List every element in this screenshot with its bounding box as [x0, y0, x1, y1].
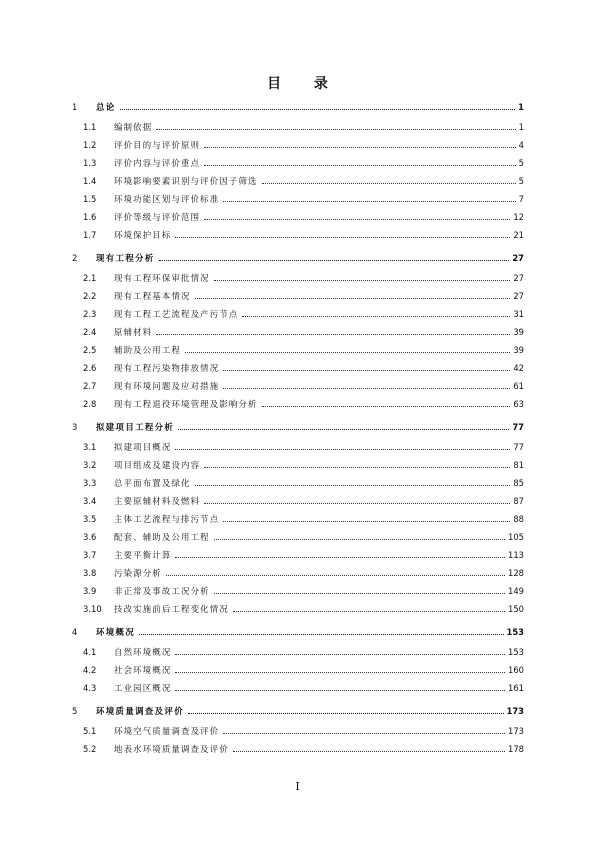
toc-entry-title: 环境功能区划与评价标准: [114, 194, 220, 204]
toc-section-entry[interactable]: [72, 326, 524, 338]
toc-dot-leader: [214, 592, 505, 594]
toc-entry-title: 主体工艺流程与排污节点: [114, 514, 220, 524]
toc-section-entry[interactable]: [72, 229, 524, 241]
toc-entry-number: 3.5: [83, 514, 97, 524]
toc-dot-leader: [214, 538, 505, 540]
toc-entry-title: 现有工程分析: [96, 253, 155, 263]
toc-entry-page: 1: [518, 102, 524, 112]
toc-entry-title: 现有工程基本情况: [114, 291, 191, 301]
toc-dot-leader: [223, 387, 510, 389]
toc-dot-leader: [214, 279, 511, 281]
toc-section-entry[interactable]: [72, 157, 524, 169]
toc-chapter-entry[interactable]: [72, 421, 524, 433]
toc-entry-title: 主要原辅材料及燃料: [114, 496, 201, 506]
page-number: I: [295, 780, 300, 793]
toc-entry-title: 主要平衡计算: [114, 550, 172, 560]
toc-chapter-entry[interactable]: [72, 705, 524, 717]
toc-dot-leader: [156, 333, 510, 335]
toc-dot-leader: [175, 653, 505, 655]
toc-entry-page: 27: [512, 253, 524, 263]
toc-entry-page: 21: [513, 230, 524, 240]
toc-dot-leader: [178, 428, 509, 430]
toc-entry-number: 3.8: [83, 568, 97, 578]
toc-entry-number: 5: [72, 706, 78, 716]
toc-entry-title: 地表水环境质量调查及评价: [114, 744, 229, 754]
toc-entry-page: 153: [508, 647, 524, 657]
toc-entry-number: 5.2: [83, 744, 97, 754]
toc-entry-number: 4: [72, 627, 78, 637]
toc-dot-leader: [166, 574, 505, 576]
toc-entry-title: 评价等级与评价范围: [114, 212, 201, 222]
toc-entry-page: 77: [512, 422, 524, 432]
toc-chapter-entry[interactable]: [72, 252, 524, 264]
toc-entry-title: 自然环境概况: [114, 647, 172, 657]
toc-entry-title: 环境质量调查及评价: [96, 706, 184, 716]
toc-entry-page: 61: [513, 381, 524, 391]
toc-dot-leader: [156, 128, 515, 130]
toc-entry-page: 149: [508, 586, 524, 596]
toc-entry-title: 污染源分析: [114, 568, 162, 578]
toc-dot-leader: [175, 671, 505, 673]
toc-entry-number: 1.3: [83, 158, 97, 168]
toc-section-entry[interactable]: [72, 441, 524, 453]
toc-entry-number: 3.1: [83, 442, 97, 452]
toc-entry-page: 4: [518, 140, 524, 150]
toc-dot-leader: [185, 351, 510, 353]
toc-entry-number: 1.5: [83, 194, 97, 204]
toc-dot-leader: [204, 502, 510, 504]
toc-entry-number: 2.1: [83, 273, 97, 283]
toc-entry-title: 非正常及事故工况分析: [114, 586, 210, 596]
toc-entry-number: 3.9: [83, 586, 97, 596]
toc-section-entry[interactable]: [72, 567, 524, 579]
toc-entry-page: 12: [513, 212, 524, 222]
toc-dot-leader: [223, 520, 510, 522]
toc-entry-page: 128: [508, 568, 524, 578]
toc-section-entry[interactable]: [72, 513, 524, 525]
toc-entry-title: 社会环境概况: [114, 665, 172, 675]
toc-entry-number: 3.4: [83, 496, 97, 506]
toc-entry-number: 2.7: [83, 381, 97, 391]
toc-section-entry[interactable]: [72, 175, 524, 187]
toc-entry-number: 1.7: [83, 230, 97, 240]
toc-entry-title: 环境概况: [96, 627, 136, 637]
toc-entry-title: 环境空气质量调查及评价: [114, 726, 220, 736]
toc-dot-leader: [175, 689, 505, 691]
toc-entry-page: 85: [513, 478, 524, 488]
toc-entry-page: 153: [506, 627, 524, 637]
toc-entry-page: 5: [518, 158, 524, 168]
toc-entry-number: 2.5: [83, 345, 97, 355]
toc-section-entry[interactable]: [72, 344, 524, 356]
toc-entry-page: 27: [513, 291, 524, 301]
toc-dot-leader: [120, 108, 516, 110]
toc-entry-page: 7: [518, 194, 524, 204]
table-of-contents: [72, 0, 524, 841]
toc-section-entry[interactable]: [72, 725, 524, 737]
toc-section-entry[interactable]: [72, 362, 524, 374]
toc-entry-number: 3.6: [83, 532, 97, 542]
toc-entry-number: 1.2: [83, 140, 97, 150]
toc-entry-page: 178: [508, 744, 524, 754]
toc-entry-number: 3.2: [83, 460, 97, 470]
toc-entry-title: 现有工程污染物排放情况: [114, 363, 220, 373]
toc-entry-title: 编制依据: [114, 122, 153, 132]
toc-entry-page: 1: [518, 122, 524, 132]
toc-entry-number: 3.3: [83, 478, 97, 488]
toc-dot-leader: [223, 732, 505, 734]
toc-section-entry[interactable]: [72, 398, 524, 410]
toc-entry-title: 原辅材料: [114, 327, 153, 337]
toc-chapter-entry[interactable]: [72, 101, 524, 113]
toc-dot-leader: [159, 259, 510, 261]
toc-entry-number: 2: [72, 253, 78, 263]
toc-entry-title: 现有工程工艺流程及产污节点: [114, 309, 239, 319]
toc-section-entry[interactable]: [72, 380, 524, 392]
toc-entry-title: 总论: [96, 102, 116, 112]
toc-dot-leader: [204, 146, 515, 148]
toc-entry-title: 辅助及公用工程: [114, 345, 182, 355]
toc-dot-leader: [262, 405, 511, 407]
toc-entry-page: 31: [513, 309, 524, 319]
toc-entry-number: 4.3: [83, 683, 97, 693]
toc-entry-title: 环境影响要素识别与评价因子筛选: [114, 176, 258, 186]
toc-entry-page: 63: [513, 399, 524, 409]
toc-entry-number: 3.7: [83, 550, 97, 560]
toc-dot-leader: [175, 448, 510, 450]
toc-section-entry[interactable]: [72, 531, 524, 543]
toc-entry-number: 1.6: [83, 212, 97, 222]
toc-section-entry[interactable]: [72, 682, 524, 694]
toc-section-entry[interactable]: [72, 477, 524, 489]
toc-section-entry[interactable]: [72, 585, 524, 597]
toc-dot-leader: [204, 164, 515, 166]
toc-dot-leader: [223, 369, 510, 371]
toc-dot-leader: [195, 484, 511, 486]
toc-entry-page: 161: [508, 683, 524, 693]
toc-section-entry[interactable]: [72, 549, 524, 561]
toc-dot-leader: [262, 182, 516, 184]
toc-entry-number: 2.2: [83, 291, 97, 301]
toc-entry-page: 160: [508, 665, 524, 675]
toc-dot-leader: [242, 315, 510, 317]
toc-entry-number: 5.1: [83, 726, 97, 736]
toc-entry-title: 现有工程退役环境管理及影响分析: [114, 399, 258, 409]
toc-entry-title: 工业园区概况: [114, 683, 172, 693]
toc-section-entry[interactable]: [72, 743, 524, 755]
toc-entry-page: 77: [513, 442, 524, 452]
toc-dot-leader: [233, 750, 505, 752]
toc-entry-title: 评价目的与评价原则: [114, 140, 201, 150]
toc-dot-leader: [139, 633, 503, 635]
toc-entry-page: 173: [506, 706, 524, 716]
toc-entry-number: 2.8: [83, 399, 97, 409]
toc-entry-number: 3: [72, 422, 78, 432]
toc-section-entry[interactable]: [72, 603, 524, 615]
toc-dot-leader: [204, 218, 510, 220]
toc-section-entry[interactable]: [72, 272, 524, 284]
toc-dot-leader: [175, 236, 510, 238]
toc-section-entry[interactable]: [72, 139, 524, 151]
toc-section-entry[interactable]: [72, 121, 524, 133]
toc-section-entry[interactable]: [72, 646, 524, 658]
toc-entry-page: 27: [513, 273, 524, 283]
toc-section-entry[interactable]: [72, 459, 524, 471]
toc-entry-title: 技改实施前后工程变化情况: [114, 604, 229, 614]
toc-section-entry[interactable]: [72, 290, 524, 302]
toc-entry-title: 项目组成及建设内容: [114, 460, 201, 470]
toc-entry-title: 环境保护目标: [114, 230, 172, 240]
toc-entry-number: 4.2: [83, 665, 97, 675]
toc-entry-title: 拟建项目工程分析: [96, 422, 175, 432]
toc-entry-page: 105: [508, 532, 524, 542]
toc-dot-leader: [223, 200, 515, 202]
toc-entry-number: 1.4: [83, 176, 97, 186]
toc-entry-title: 拟建项目概况: [114, 442, 172, 452]
toc-section-entry[interactable]: [72, 664, 524, 676]
toc-entry-number: 2.6: [83, 363, 97, 373]
toc-section-entry[interactable]: [72, 308, 524, 320]
toc-entry-page: 88: [513, 514, 524, 524]
toc-entry-title: 总平面布置及绿化: [114, 478, 191, 488]
toc-entry-number: 4.1: [83, 647, 97, 657]
toc-section-entry[interactable]: [72, 193, 524, 205]
toc-entry-number: 3.10: [83, 604, 102, 614]
toc-section-entry[interactable]: [72, 211, 524, 223]
toc-entry-page: 5: [518, 176, 524, 186]
toc-entry-page: 39: [513, 345, 524, 355]
toc-entry-title: 配套、辅助及公用工程: [114, 532, 210, 542]
toc-entry-page: 39: [513, 327, 524, 337]
toc-entry-page: 42: [513, 363, 524, 373]
toc-entry-title: 现有环境问题及应对措施: [114, 381, 220, 391]
toc-entry-number: 1: [72, 102, 78, 112]
toc-entry-page: 150: [508, 604, 524, 614]
toc-chapter-entry[interactable]: [72, 626, 524, 638]
toc-dot-leader: [188, 712, 504, 714]
toc-entry-number: 2.4: [83, 327, 97, 337]
toc-entry-number: 1.1: [83, 122, 97, 132]
toc-section-entry[interactable]: [72, 495, 524, 507]
toc-entry-number: 2.3: [83, 309, 97, 319]
toc-entry-page: 113: [508, 550, 524, 560]
toc-entry-title: 评价内容与评价重点: [114, 158, 201, 168]
toc-dot-leader: [233, 610, 505, 612]
toc-dot-leader: [204, 466, 510, 468]
toc-title: 目 录: [267, 76, 342, 92]
toc-dot-leader: [195, 297, 511, 299]
toc-entry-page: 87: [513, 496, 524, 506]
toc-entry-page: 81: [513, 460, 524, 470]
toc-dot-leader: [175, 556, 505, 558]
toc-entry-page: 173: [508, 726, 524, 736]
toc-entry-title: 现有工程环保审批情况: [114, 273, 210, 283]
